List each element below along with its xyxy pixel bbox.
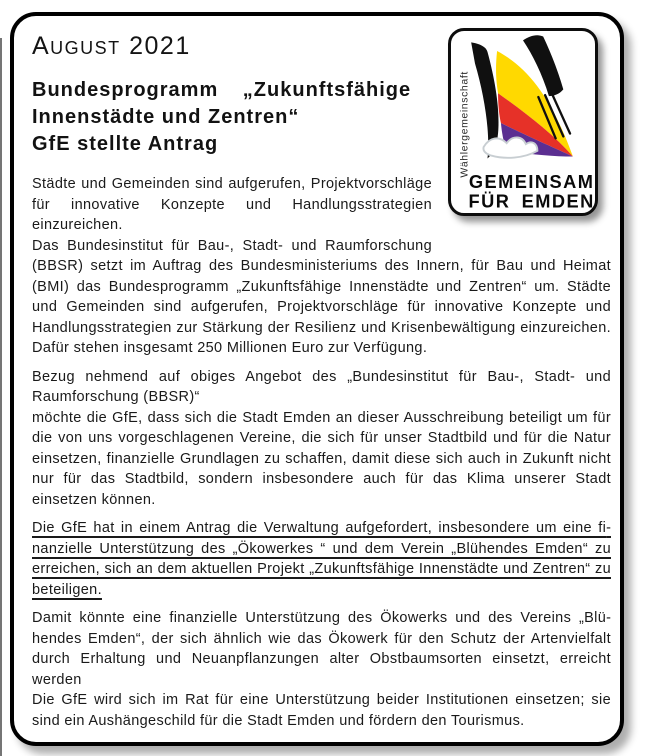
paragraph-underlined: Die GfE hat in einem Antrag die Verwaltung aufgefordert, insbesondere um eine finanzielle Unterstützung des „Ökowerkes “ und dem Verein „Blühendes Emden“ zu erreichen, sich an dem aktuellen Projekt „Zukunftsfähige Innenstädte und Zentren“ zu beteiligen. [32, 520, 611, 598]
paragraph: Das Bundesinstitut für Bau-, Stadt- und Raumforschung (BBSR) setzt im Auftrag des Bundesministeriums des Innern, für Bau und Heimat (BMI) das Bundesprogramm „Zukunftsfähige Innenstädte und Zentren“ um. Städte und Gemeinden sind aufgerufen, Projektvorschläge für innovative Konzepte und Handlungsstrategien zur Stärkung der Resilienz und Krisenbewältigung einzureichen. Dafür stehen insgesamt 250 Millionen Euro zur Verfügung. [32, 237, 611, 356]
logo-org-line2: FÜR EMDEN [468, 190, 595, 212]
logo-org-line1: GEMEINSAM [468, 171, 595, 193]
title-line: GfE stellte Antrag [32, 133, 219, 155]
gfe-logo [448, 28, 598, 216]
paragraph: Damit könnte eine finanzielle Unterstützung des Ökowerks und des Vereins „Blühendes Emden“, der sich ähnlich wie das Ökowerk für den Schutz der Artenvielfalt durch Erhaltung und Neuanpflanzungen alter Obstbaumsorten einsetzt, erreicht werden [32, 610, 611, 688]
paragraph: Bezug nehmend auf obiges Angebot des „Bundesinstitut für Bau-, Stadt- und Raumforschung (BBSR)“ [32, 368, 611, 405]
paragraph: möchte die GfE, dass sich die Stadt Emden an dieser Ausschreibung beteiligt um für die von uns vorgeschlagenen Vereine, die sich für unser Stadtbild und für die Natur einsetzen, finanzielle Grundlagen zu schaffen, damit diese sich auch in Zukunft nicht nur für das Stadtbild, sondern insbesondere auch für das Klima unserer Stadt einsetzen können. [32, 409, 611, 508]
scan-edge-artifact [0, 38, 2, 756]
article-frame [10, 12, 624, 746]
paragraph: Die GfE wird sich im Rat für eine Unterstützung beider Institutionen einsetzen; sie sind ein Aushängeschild für die Stadt Emden und fördern den Tourismus. [32, 692, 611, 729]
sailing-ship-logo-icon [451, 31, 595, 213]
title-line: Innenstädte und Zentren“ [32, 106, 300, 128]
logo-vertical-label: Wählergemeinschaft [458, 71, 471, 178]
issue-date: August 2021 [32, 32, 191, 60]
title-line: Bundesprogramm „Zukunftsfähige [32, 79, 412, 101]
paragraph: Städte und Gemeinden sind aufgerufen, Projektvorschläge für innovative Konzepte und Handlungsstrategien einzureichen. [32, 176, 432, 233]
